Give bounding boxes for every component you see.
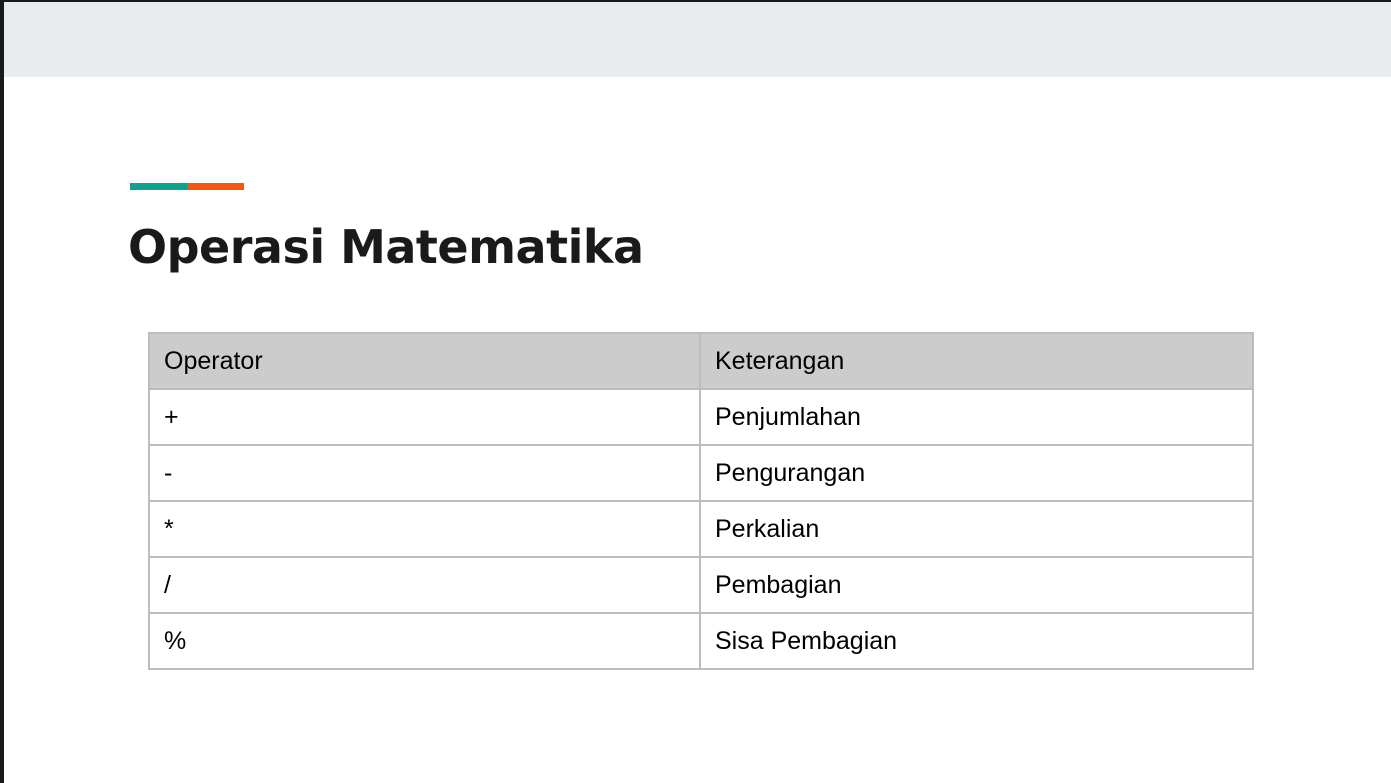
operator-cell: / [149,557,700,613]
table-row [149,445,1253,501]
operator-cell: - [149,445,700,501]
table-row [149,501,1253,557]
table-row [149,557,1253,613]
description-cell: Pembagian [700,557,1253,613]
frame-left-border [0,0,4,783]
operator-cell: + [149,389,700,445]
table-row [149,613,1253,669]
title-accent-orange [187,183,244,190]
description-cell: Perkalian [700,501,1253,557]
title-accent-teal [130,183,187,190]
column-header-keterangan: Keterangan [700,333,1253,389]
slide-top-band [4,2,1391,77]
operators-table [148,332,1254,670]
table-row [149,389,1253,445]
operator-cell: * [149,501,700,557]
column-header-operator: Operator [149,333,700,389]
description-cell: Pengurangan [700,445,1253,501]
operator-cell: % [149,613,700,669]
slide-title: Operasi Matematika [128,220,644,274]
table-header-row [149,333,1253,389]
description-cell: Sisa Pembagian [700,613,1253,669]
description-cell: Penjumlahan [700,389,1253,445]
